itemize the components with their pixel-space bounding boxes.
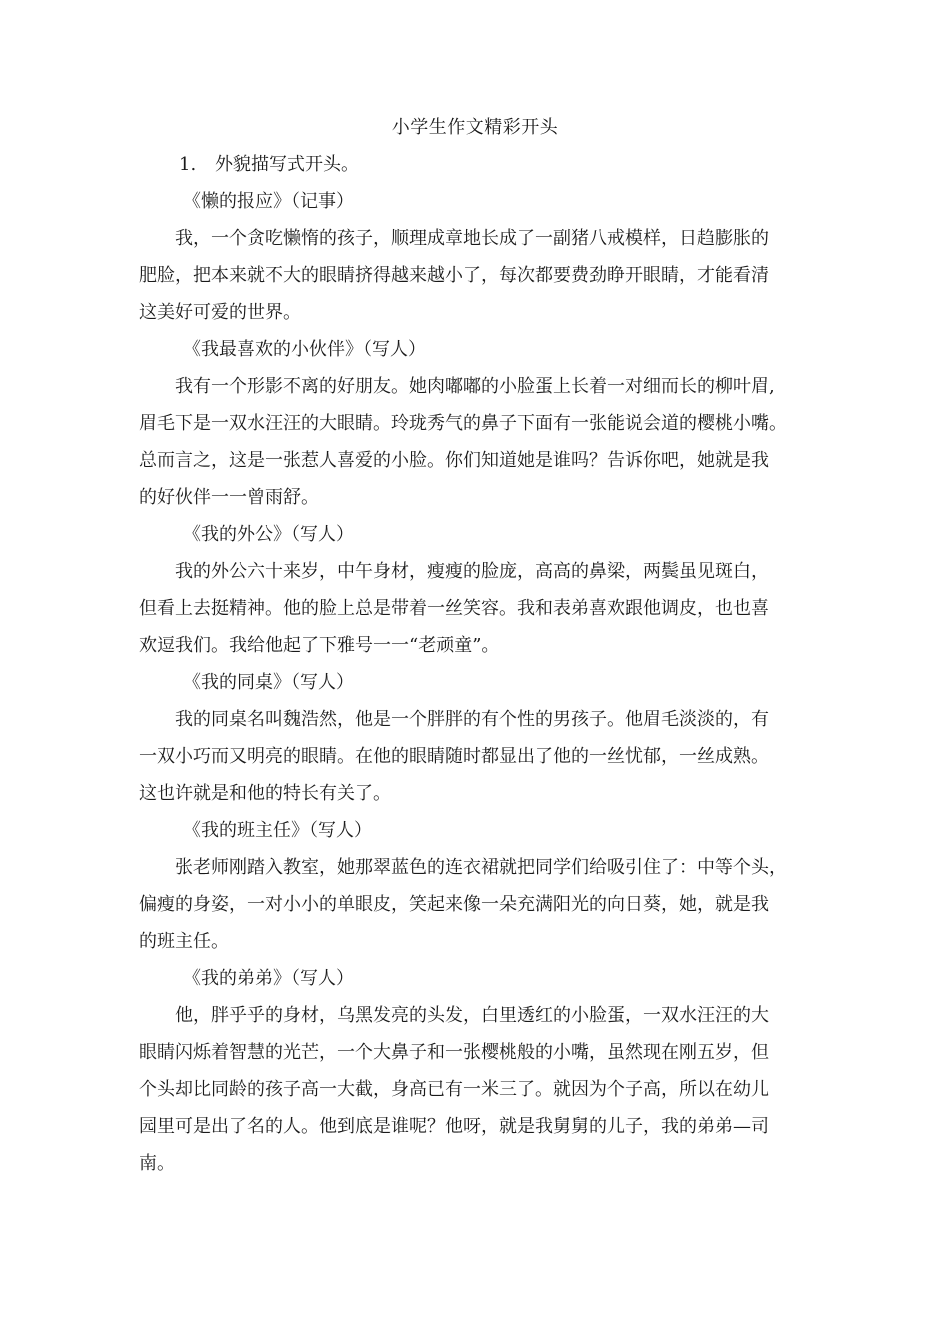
- paragraph-line: 这也许就是和他的特长有关了。: [139, 783, 391, 804]
- paragraph-line: 我有一个形影不离的好朋友。她肉嘟嘟的小脸蛋上长着一对细而长的柳叶眉,: [175, 376, 775, 397]
- essay-paragraph: [139, 368, 829, 516]
- essay-title: 《我的班主任》（写人）: [183, 820, 372, 841]
- essay-paragraph: [139, 220, 829, 331]
- paragraph-line: 他，胖乎乎的身材，乌黑发亮的头发，白里透红的小脸蛋，一双水汪汪的大: [175, 1005, 769, 1026]
- paragraph-line: 的班主任。: [139, 931, 229, 952]
- paragraph-line: 我的外公六十来岁，中午身材，瘦瘦的脸庞，高高的鼻梁，两鬓虽见斑白，: [175, 561, 769, 582]
- section-number: 1.: [179, 154, 197, 175]
- essay-title: 《我的外公》（写人）: [183, 524, 354, 545]
- document-body: [139, 146, 829, 1182]
- paragraph-line: 一双小巧而又明亮的眼睛。在他的眼睛随时都显出了他的一丝忧郁，一丝成熟。: [139, 746, 769, 767]
- paragraph-line: 总而言之，这是一张惹人喜爱的小脸。你们知道她是谁吗？告诉你吧，她就是我: [139, 450, 769, 471]
- essay-title: 《我最喜欢的小伙伴》（写人）: [183, 339, 426, 360]
- essay-title: 《我的同桌》（写人）: [183, 672, 354, 693]
- paragraph-line: 欢逗我们。我给他起了下雅号一一“老顽童”。: [139, 635, 500, 656]
- paragraph-line: 我，一个贪吃懒惰的孩子，顺理成章地长成了一副猪八戒模样，日趋膨胀的: [175, 228, 769, 249]
- paragraph-line: 眼睛闪烁着智慧的光芒，一个大鼻子和一张樱桃般的小嘴，虽然现在刚五岁，但: [139, 1042, 769, 1063]
- paragraph-line: 南。: [139, 1153, 175, 1174]
- paragraph-line: 眉毛下是一双水汪汪的大眼睛。玲珑秀气的鼻子下面有一张能说会道的樱桃小嘴。: [139, 413, 787, 434]
- paragraph-line: 肥脸，把本来就不大的眼睛挤得越来越小了，每次都要费劲睁开眼睛，才能看清: [139, 265, 769, 286]
- essay-title: 《我的弟弟》（写人）: [183, 968, 354, 989]
- paragraph-line: 的好伙伴一一曾雨舒。: [139, 487, 319, 508]
- essay-paragraph: [139, 701, 829, 812]
- paragraph-line: 个头却比同龄的孩子高一大截，身高已有一米三了。就因为个子高，所以在幼儿: [139, 1079, 769, 1100]
- paragraph-line: 我的同桌名叫魏浩然，他是一个胖胖的有个性的男孩子。他眉毛淡淡的，有: [175, 709, 769, 730]
- essay-title: 《懒的报应》（记事）: [183, 191, 354, 212]
- document-title: 小学生作文精彩开头: [391, 117, 559, 138]
- essay-paragraph: [139, 849, 829, 960]
- essay-paragraph: [139, 553, 829, 664]
- section-heading: [139, 146, 829, 183]
- paragraph-line: 园里可是出了名的人。他到底是谁呢？他呀，就是我舅舅的儿子，我的弟弟—司: [139, 1116, 769, 1137]
- essay-paragraph: [139, 997, 829, 1182]
- paragraph-line: 张老师刚踏入教室，她那翠蓝色的连衣裙就把同学们给吸引住了：中等个头，: [175, 857, 787, 878]
- paragraph-line: 但看上去挺精神。他的脸上总是带着一丝笑容。我和表弟喜欢跟他调皮，也也喜: [139, 598, 769, 619]
- paragraph-line: 偏瘦的身姿，一对小小的单眼皮，笑起来像一朵充满阳光的向日葵，她，就是我: [139, 894, 769, 915]
- section-label: 外貌描写式开头。: [215, 154, 359, 175]
- paragraph-line: 这美好可爱的世界。: [139, 302, 301, 323]
